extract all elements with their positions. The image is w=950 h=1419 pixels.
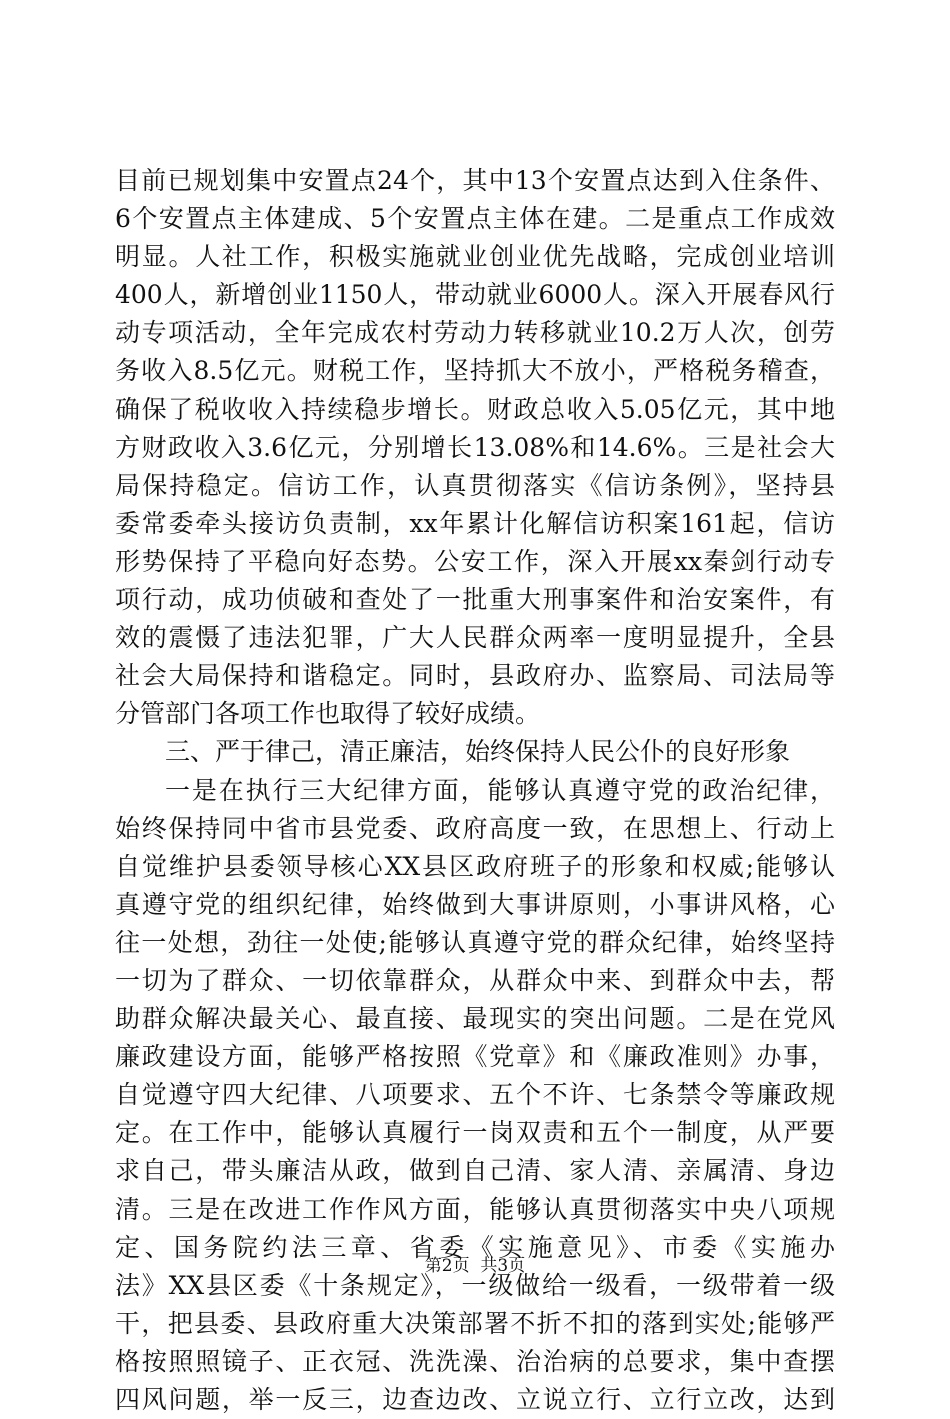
text-line: 分管部门各项工作也取得了较好成绩。 [115, 699, 541, 729]
page-footer: 第2页 共3页 [424, 1256, 526, 1276]
text-line: 自觉维护县委领导核心XX县区政府班子的形象和权威;能够认 [115, 851, 835, 881]
text-line: 往一处想，劲往一处使;能够认真遵守党的群众纪律，始终坚持 [115, 927, 835, 957]
body-text [115, 162, 835, 1419]
text-line: 明显。人社工作，积极实施就业创业优先战略，完成创业培训 [115, 242, 835, 272]
text-line: 始终保持同中省市县党委、政府高度一致，在思想上、行动上 [115, 813, 835, 843]
text-line: 务收入8.5亿元。财税工作，坚持抓大不放小，严格税务稽查， [115, 356, 835, 386]
text-line: 6个安置点主体建成、5个安置点主体在建。二是重点工作成效 [115, 204, 835, 234]
text-line: 自觉遵守四大纪律、八项要求、五个不许、七条禁令等廉政规 [115, 1080, 835, 1110]
text-line: 确保了税收收入持续稳步增长。财政总收入5.05亿元，其中地 [115, 394, 835, 424]
text-line: 三、严于律己，清正廉洁，始终保持人民公仆的良好形象 [165, 737, 791, 767]
text-line: 效的震慑了违法犯罪，广大人民群众两率一度明显提升，全县 [115, 623, 835, 653]
text-line: 四风问题，举一反三，边查边改、立说立行、立行立改，达到 [115, 1385, 835, 1414]
text-line: 定、国务院约法三章、省委《实施意见》、市委《实施办 [115, 1232, 835, 1262]
text-line: 格按照照镜子、正衣冠、洗洗澡、治治病的总要求，集中查摆 [115, 1346, 835, 1376]
text-line: 真遵守党的组织纪律，始终做到大事讲原则，小事讲风格，心 [115, 889, 835, 919]
text-line: 项行动，成功侦破和查处了一批重大刑事案件和治安案件，有 [115, 585, 835, 615]
text-line: 廉政建设方面，能够严格按照《党章》和《廉政准则》办事， [115, 1042, 835, 1072]
text-line: 目前已规划集中安置点24个，其中13个安置点达到入住条件、 [115, 166, 835, 195]
text-line: 清。三是在改进工作作风方面，能够认真贯彻落实中央八项规 [115, 1194, 835, 1224]
text-line: 一是在执行三大纪律方面，能够认真遵守党的政治纪律， [165, 775, 835, 805]
text-line: 形势保持了平稳向好态势。公安工作，深入开展xx秦剑行动专 [115, 546, 835, 576]
text-line: 动专项活动，全年完成农村劳动力转移就业10.2万人次，创劳 [115, 318, 835, 348]
text-line: 方财政收入3.6亿元，分别增长13.08%和14.6%。三是社会大 [115, 432, 835, 462]
text-line: 求自己，带头廉洁从政，做到自己清、家人清、亲属清、身边 [115, 1156, 835, 1186]
text-line: 社会大局保持和谐稳定。同时，县政府办、监察局、司法局等 [115, 661, 835, 691]
text-line: 干，把县委、县政府重大决策部署不折不扣的落到实处;能够严 [115, 1308, 835, 1338]
text-line: 400人，新增创业1150人，带动就业6000人。深入开展春风行 [115, 280, 835, 310]
text-line: 局保持稳定。信访工作，认真贯彻落实《信访条例》，坚持县 [115, 470, 835, 500]
text-line: 委常委牵头接访负责制，xx年累计化解信访积案161起，信访 [115, 508, 835, 538]
text-line: 助群众解决最关心、最直接、最现实的突出问题。二是在党风 [115, 1004, 835, 1034]
text-line: 定。在工作中，能够认真履行一岗双责和五个一制度，从严要 [115, 1118, 835, 1148]
text-line: 法》XX县区委《十条规定》，一级做给一级看，一级带着一级 [115, 1270, 835, 1300]
text-line: 一切为了群众、一切依靠群众，从群众中来、到群众中去，帮 [115, 965, 835, 995]
